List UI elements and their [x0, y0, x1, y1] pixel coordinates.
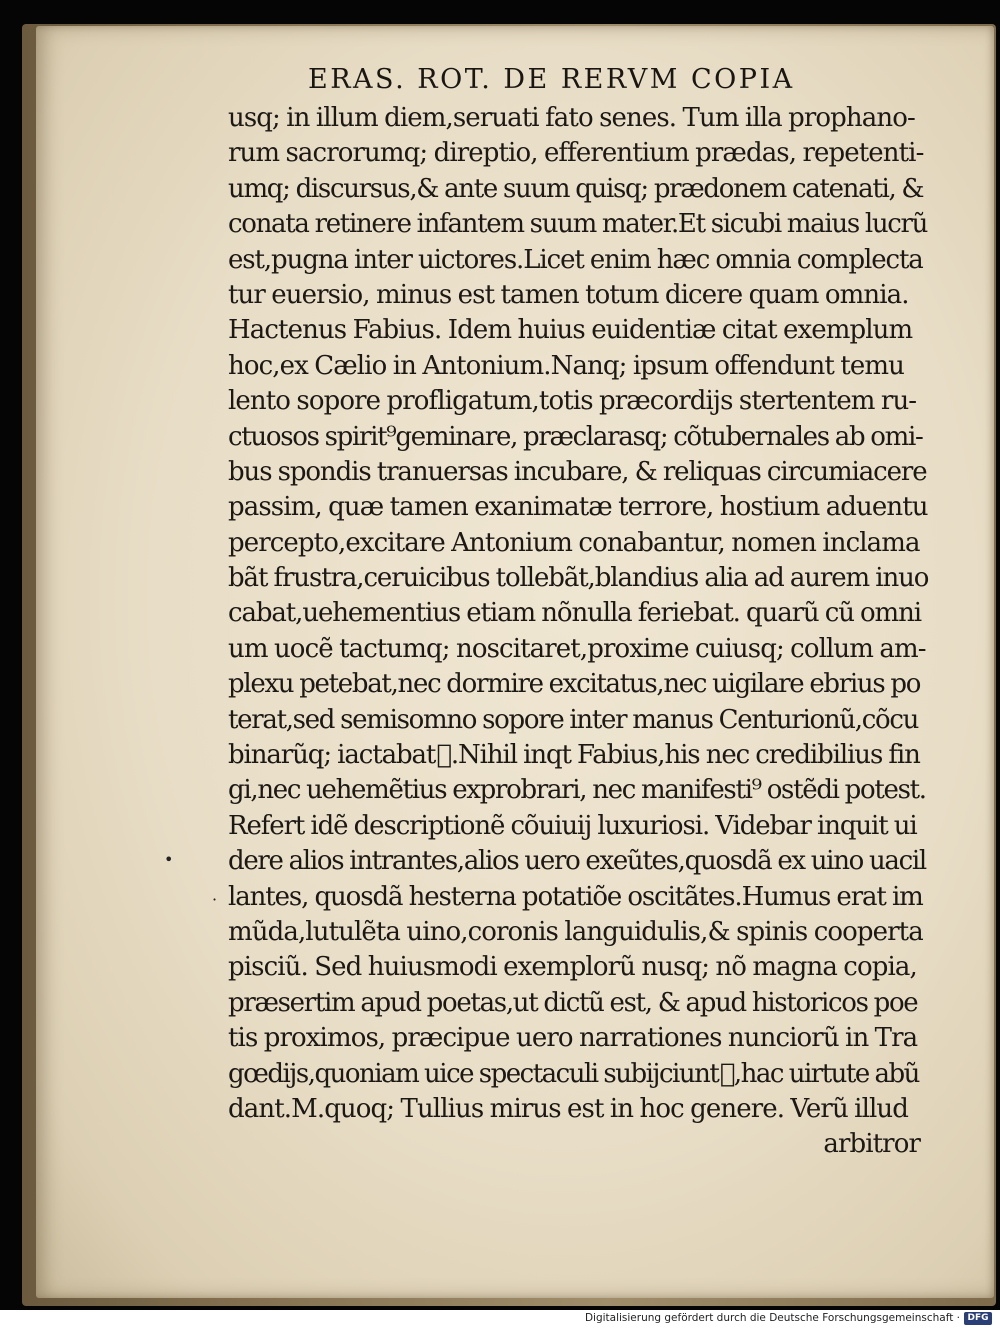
margin-dot-mark: • [164, 850, 174, 869]
text-line: tis proximos, præcipue uero narrationes nunciorũ in Tra [228, 1023, 918, 1054]
text-line: binarũq; iactabatᷣ.Nihil inqt Fabius,his nec credibilius fin [228, 740, 920, 771]
text-line: dant.M.quoq; Tullius mirus est in hoc genere. Verũ illud [228, 1093, 908, 1124]
running-title: ERAS. ROT. DE RERVM COPIA [308, 64, 795, 95]
catchword: arbitror [823, 1129, 920, 1160]
text-line: hoc,ex Cælio in Antonium.Nanq; ipsum offendunt temu [228, 350, 904, 381]
text-line: conata retinere infantem suum mater.Et sicubi maius lucrũ [228, 209, 928, 240]
text-line: percepto,excitare Antonium conabantur, nomen inclama [228, 527, 920, 558]
text-line: lento sopore profligatum,totis præcordijs stertentem ru- [228, 386, 917, 417]
footer-credit: Digitalisierung gefördert durch die Deutsche Forschungsgemeinschaft · [584, 1312, 960, 1324]
footer-bar [0, 1310, 1000, 1328]
body-text [228, 101, 928, 1163]
dfg-logo: DFG [964, 1312, 992, 1325]
text-line: passim, quæ tamen exanimatæ terrore, hostium aduentu [228, 492, 928, 523]
text-line: Refert idẽ descriptionẽ cõuiuij luxuriosi. Videbar inquit ui [228, 810, 917, 841]
text-line: præsertim apud poetas,ut dictũ est, & apud historicos poe [228, 987, 918, 1018]
text-line: tur euersio, minus est tamen totum dicere quam omnia. [228, 279, 909, 310]
text-line: um uocẽ tactumq; noscitaret,proxime cuiusq; collum am- [228, 633, 926, 664]
text-line: bãt frustra,ceruicibus tollebãt,blandius alia ad aurem inuo [228, 563, 929, 594]
text-line: bus spondis tranuersas incubare, & reliquas circumiacere [228, 456, 927, 487]
text-line: rum sacrorumq; direptio, efferentium prædas, repetenti- [228, 138, 924, 169]
text-line: umq; discursus,& ante suum quisq; prædonem catenati, & [228, 173, 924, 204]
text-line: terat,sed semisomno sopore inter manus Centurionũ,cõcu [228, 704, 919, 735]
text-line: est,pugna inter uictores.Licet enim hæc omnia complecta [228, 244, 923, 275]
text-line: lantes, quosdã hesterna potatiõe oscitãtes.Humus erat im [228, 881, 923, 912]
text-line: usq; in illum diem,seruati fato senes. Tum illa prophano- [228, 103, 915, 133]
text-line: gi,nec uehemẽtius exprobrari, nec manifesti⁹ ostẽdi potest. [228, 775, 926, 806]
text-line: mũda,lutulẽta uino,coronis languidulis,& spinis cooperta [228, 916, 923, 947]
text-line: ctuosos spirit⁹geminare, præclarasq; cõtubernales ab omi- [228, 421, 923, 452]
text-line: plexu petebat,nec dormire excitatus,nec uigilare ebrius po [228, 669, 921, 700]
text-line: dere alios intrantes,alios uero exeũtes,quosdã ex uino uacil [228, 846, 926, 877]
margin-dash-mark: · [212, 890, 218, 909]
text-line: gœdijs,quoniam uice spectaculi subijciuntᷣ,hac uirtute abũ [228, 1058, 919, 1089]
text-line: cabat,uehementius etiam nõnulla feriebat. quarũ cũ omni [228, 598, 921, 629]
text-line: pisciũ. Sed huiusmodi exemplorũ nusq; nõ magna copia, [228, 952, 917, 983]
text-line: Hactenus Fabius. Idem huius euidentiæ citat exemplum [228, 315, 913, 346]
